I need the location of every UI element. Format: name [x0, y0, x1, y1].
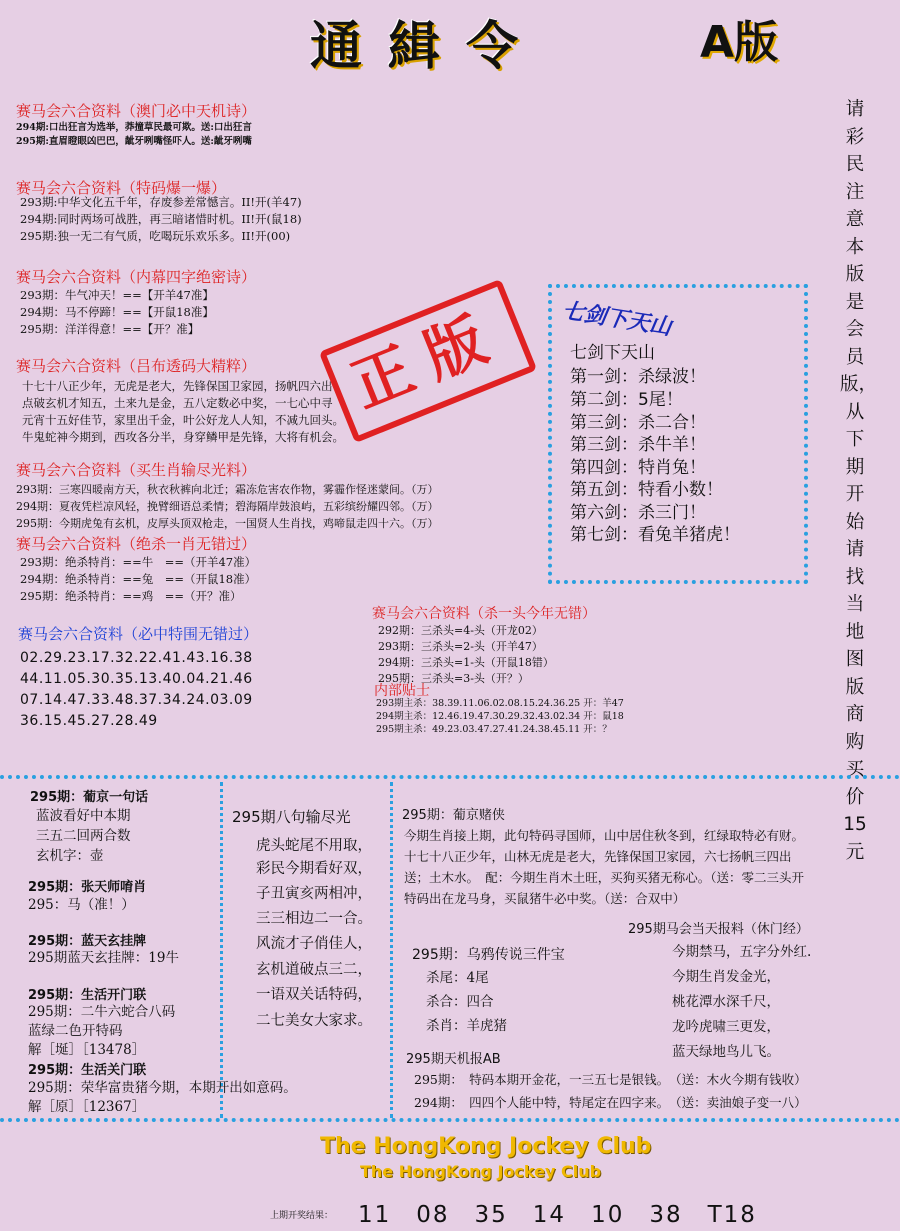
- sword-line: 第三剑：杀牛羊！: [570, 435, 706, 455]
- number-row: 02.29.23.17.32.22.41.43.16.38: [20, 650, 253, 666]
- box-title: 295期：张天师唷肖: [28, 880, 147, 895]
- club-name: The HongKong Jockey Club: [320, 1134, 652, 1159]
- text-line: 十七十八正少年，山林无虎是老大，先锋保国卫家园，六七扬帆三四出: [404, 849, 792, 864]
- text-line: 虎头蛇尾不用取，: [256, 838, 372, 854]
- box-title: 295期：葡京一句话: [30, 790, 149, 805]
- text-line: 293期：牛气冲天！==【开羊47准】: [20, 288, 214, 302]
- box-title: 295期：葡京赌侠: [402, 808, 505, 823]
- text-line: 293期：三杀头=2-头（开羊47）: [378, 640, 543, 653]
- box-title: 295期：生活开门联: [28, 988, 147, 1003]
- text-line: 295期： 特码本期开金花，一三五七是银钱。 （送：木火今期有钱收）: [414, 1072, 807, 1087]
- box-title: 295期马会当天报料（休门经）: [628, 922, 809, 937]
- sword-line: 第二剑：5尾！: [570, 390, 683, 410]
- text-line: 295期蓝天玄挂牌：19牛: [28, 950, 179, 966]
- text-line: 295期:直眉瞪眼凶巴巴，龇牙咧嘴怪吓人。送:龇牙咧嘴: [16, 136, 252, 147]
- text-line: 子丑寅亥两相冲，: [256, 886, 372, 902]
- text-line: 295期:独一无二有气质，吃喝玩乐欢乐多。II!开(00): [20, 229, 291, 243]
- text-line: 彩民今期看好双，: [256, 861, 372, 877]
- text-line: 点破玄机才知五，土来九是金，五八定数必中奖，一七心中寻: [22, 396, 333, 410]
- text-line: 294期主杀：12.46.19.47.30.29.32.43.02.34 开：鼠18: [376, 711, 624, 722]
- text-line: 294期：马不停蹄！==【开鼠18准】: [20, 305, 214, 319]
- text-line: 292期：三杀头=4-头（开龙02）: [378, 624, 543, 637]
- text-line: 今期生肖发金光，: [672, 969, 780, 985]
- text-line: 杀合：四合: [426, 994, 494, 1010]
- text-line: 杀尾：4尾: [426, 970, 489, 986]
- section-title: 赛马会六合资料（澳门必中天机诗）: [16, 102, 257, 120]
- text-line: 294期：绝杀特肖：==兔 ==（开鼠18准）: [20, 572, 257, 586]
- text-line: 295期：二牛六蛇合八码: [28, 1004, 176, 1020]
- section-title: 赛马会六合资料（吕布透码大精粹）: [16, 357, 257, 375]
- section-title: 赛马会六合资料（必中特围无错过）: [18, 625, 259, 643]
- text-line: 风流才子俏佳人，: [256, 936, 372, 952]
- text-line: 295期：三杀头=3-头（开？）: [378, 672, 529, 685]
- sword-line: 第一剑：杀绿波！: [570, 367, 706, 387]
- text-line: 295期：今期虎兔有玄机，皮厚头顶双枪走，一国贤人生肖找，鸡啼鼠走四十六。（万）: [16, 517, 439, 530]
- number-row: 44.11.05.30.35.13.40.04.21.46: [20, 671, 253, 687]
- text-line: 送；土木水。 配：今期生肖木土旺，买狗买猪无称心。（送：零二三头开: [404, 870, 805, 885]
- box-title: 295期八句输尽光: [232, 808, 351, 826]
- page-title: 通緝令: [310, 17, 545, 77]
- text-line: 294期:同时两场可战胜，再三暗诸惜时机。II!开(鼠18): [20, 212, 302, 226]
- sword-box-header: 七剑下天山: [560, 298, 673, 341]
- text-line: 牛鬼蛇神今期到，西攻各分半，身穿鳞甲是先锋，大将有机会。: [22, 430, 344, 444]
- section-title: 赛马会六合资料（绝杀一肖无错过）: [16, 535, 257, 553]
- text-line: 蓝天绿地鸟儿飞。: [672, 1044, 780, 1060]
- sword-line: 第六剑：杀三门！: [570, 503, 706, 523]
- text-line: 蓝绿二色开特码: [28, 1023, 123, 1039]
- section-title: 赛马会六合资料（特码爆一爆）: [16, 179, 227, 197]
- text-line: 三三相边二一合。: [256, 911, 372, 927]
- number-row: 07.14.47.33.48.37.34.24.03.09: [20, 692, 253, 708]
- member-notice: 请彩民注意本版是会员版，从下期开始请找当地图版商购买价15元: [840, 99, 878, 863]
- text-line: 293期主杀：38.39.11.06.02.08.15.24.36.25 开：羊47: [376, 698, 624, 709]
- sword-line: 七剑下天山: [570, 343, 655, 363]
- box-title: 295期：生活关门联: [28, 1063, 147, 1078]
- text-line: 295期：洋洋得意！==【开？准】: [20, 322, 200, 336]
- text-line: 294期:口出狂言为选举，莽撞草民最可欺。送:口出狂言: [16, 122, 252, 133]
- text-line: 龙吟虎啸三更发，: [672, 1019, 780, 1035]
- text-line: 295：马（准！）: [28, 897, 135, 913]
- club-name: The HongKong Jockey Club: [360, 1162, 602, 1181]
- box-title: 295期：蓝天玄挂牌: [28, 934, 147, 949]
- text-line: 三五二回两合数: [36, 828, 131, 844]
- section-divider: [0, 775, 900, 779]
- sword-line: 第三剑：杀二合！: [570, 413, 706, 433]
- text-line: 桃花潭水深千尺，: [672, 994, 780, 1010]
- text-line: 十七十八正少年，无虎是老大，先锋保国卫家园，扬帆四六出: [22, 379, 333, 393]
- text-line: 293期：绝杀特肖：==牛 ==（开羊47准）: [20, 555, 257, 569]
- text-line: 蓝波看好中本期: [36, 808, 131, 824]
- text-line: 杀肖：羊虎猪: [426, 1018, 507, 1034]
- text-line: 解［埏］［13478］: [28, 1042, 146, 1058]
- result-label: 上期开奖结果：: [270, 1211, 334, 1221]
- column-divider: [220, 782, 223, 1118]
- section-title: 赛马会六合资料（杀一头今年无错）: [372, 606, 596, 622]
- section-title: 赛马会六合资料（内幕四字绝密诗）: [16, 268, 257, 286]
- text-line: 293期:中华文化五千年，存废参差常憾言。II!开(羊47): [20, 195, 302, 209]
- column-divider: [390, 782, 393, 1118]
- text-line: 294期：夏夜凭栏凉风轻，挽臂细语总柔情；碧海隔岸鼓浪屿，五彩缤纷耀四邻。（万）: [16, 500, 439, 513]
- number-row: 36.15.45.27.28.49: [20, 713, 158, 729]
- genuine-stamp: 正版: [319, 279, 537, 443]
- section-divider: [0, 1118, 900, 1122]
- text-line: 特码出在龙马身，买鼠猪牛必中奖。（送：合双中）: [404, 891, 686, 906]
- text-line: 294期： 四四个人能中特，特尾定在四字来。 （送：卖油娘子变一八）: [414, 1095, 807, 1110]
- text-line: 二七美女大家求。: [256, 1013, 372, 1029]
- text-line: 294期：三杀头=1-头（开鼠18错）: [378, 656, 554, 669]
- text-line: 一语双关话特码，: [256, 987, 372, 1003]
- text-line: 295期：绝杀特肖：==鸡 ==（开？准）: [20, 589, 242, 603]
- draw-result: 11 08 35 14 10 38 T18: [358, 1202, 757, 1228]
- sword-line: 第七剑：看兔羊猪虎！: [570, 525, 740, 545]
- box-title: 295期天机报AB: [406, 1052, 501, 1067]
- text-line: 293期：三寒四暖南方天，秋衣秋裤向北迁；霜冻危害农作物，雾霾作怪迷蒙间。（万）: [16, 483, 439, 496]
- text-line: 295期：荣华富贵猪今期，本期开出如意码。: [28, 1080, 297, 1096]
- text-line: 元宵十五好佳节，家里出千金，叶公好龙人人知，不减九回头。: [22, 413, 344, 427]
- box-title: 295期：乌鸦传说三件宝: [412, 947, 565, 963]
- text-line: 解［原］［12367］: [28, 1099, 146, 1115]
- text-line: 今期生肖接上期，此句特码寻国师，山中居住秋冬到，红绿取特必有财。: [404, 828, 805, 843]
- section-title: 赛马会六合资料（买生肖输尽光料）: [16, 461, 257, 479]
- text-line: 今期禁马，五字分外红.: [672, 944, 812, 960]
- sword-line: 第五剑：特看小数！: [570, 480, 723, 500]
- text-line: 玄机道破点三二，: [256, 962, 372, 978]
- section-title: 内部贴士: [374, 683, 430, 699]
- text-line: 295期主杀：49.23.03.47.27.41.24.38.45.11 开：？: [376, 724, 612, 735]
- sword-line: 第四剑：特肖兔！: [570, 458, 706, 478]
- text-line: 玄机字：壶: [36, 848, 104, 864]
- edition-label: A版: [700, 17, 779, 68]
